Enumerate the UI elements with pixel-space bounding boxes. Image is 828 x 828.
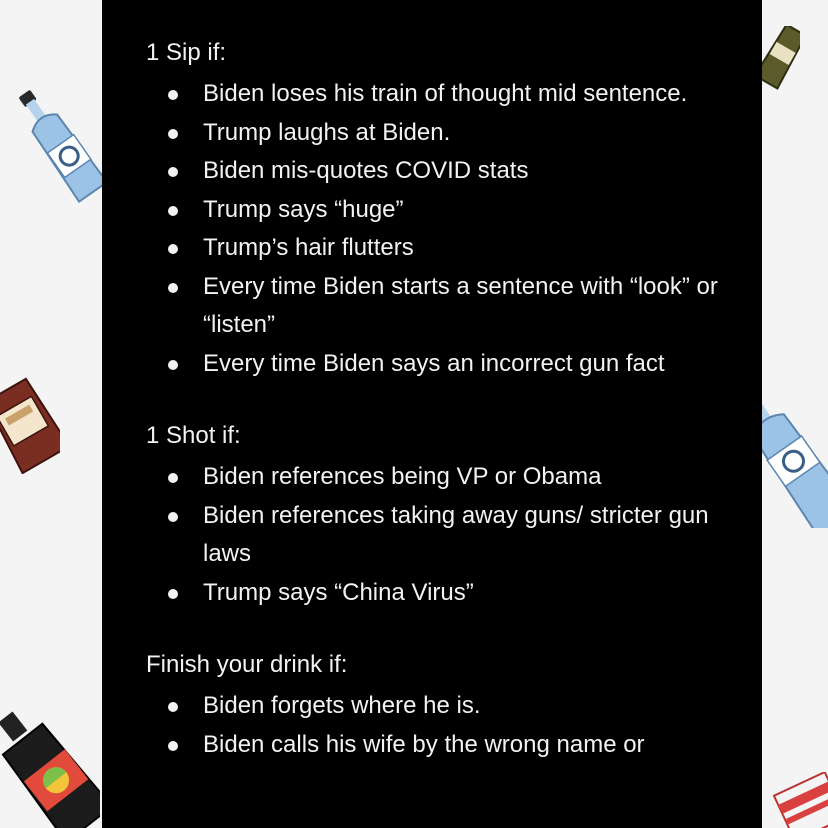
rule-text: Trump laughs at Biden. [203, 118, 451, 146]
bullet-icon [168, 741, 178, 751]
rule-text: Biden forgets where he is. [203, 692, 481, 719]
rules-list [146, 36, 736, 800]
green-bottle-icon [760, 26, 800, 94]
rule-text: Trump’s hair flutters [203, 234, 414, 261]
list-item [146, 726, 736, 765]
drinking-game-panel [102, 0, 762, 828]
liquor-bottle-icon [0, 704, 100, 828]
list-item [146, 152, 736, 191]
bullet-icon [168, 129, 178, 139]
rule-text: Every time Biden says an incorrect gun fact [203, 349, 665, 377]
rule-text: Biden loses his train of thought mid sentence. [203, 80, 688, 107]
list-item [146, 268, 736, 345]
rule-text: Trump says “huge” [203, 195, 404, 223]
blue-bottle-icon [758, 400, 828, 528]
blue-bottle-icon [14, 78, 106, 208]
list-item [146, 114, 736, 153]
list-item [146, 687, 736, 726]
rule-text: Biden references being VP or Obama [203, 463, 602, 490]
red-bottle-icon [768, 772, 828, 828]
bullet-icon [168, 90, 178, 100]
bullet-icon [168, 167, 178, 177]
rule-text: Biden mis-quotes COVID stats [203, 157, 529, 184]
shot-rules [146, 458, 736, 612]
sip-section [146, 36, 736, 383]
section-heading: 1 Sip if: [146, 39, 227, 66]
bullet-icon [168, 473, 178, 483]
bullet-icon [168, 283, 178, 293]
list-item [146, 497, 736, 574]
list-item [146, 191, 736, 230]
brown-bottle-icon [0, 362, 60, 474]
list-item [146, 229, 736, 268]
bullet-icon [168, 589, 178, 599]
rule-text: Trump says “China Virus” [203, 578, 474, 606]
rule-text: Biden references taking away guns/ stricter gun laws [203, 501, 709, 567]
bullet-icon [168, 360, 178, 370]
rule-text: Biden calls his wife by the wrong name or [203, 730, 645, 758]
shot-section [146, 419, 736, 612]
sip-rules [146, 75, 736, 383]
list-item [146, 345, 736, 384]
section-heading: 1 Shot if: [146, 422, 241, 449]
bullet-icon [168, 512, 178, 522]
bullet-icon [168, 702, 178, 712]
finish-section [146, 648, 736, 764]
list-item [146, 574, 736, 613]
list-item [146, 75, 736, 114]
finish-rules [146, 687, 736, 764]
bullet-icon [168, 206, 178, 216]
bullet-icon [168, 244, 178, 254]
list-item [146, 458, 736, 497]
rule-text: Every time Biden starts a sentence with “look” or “listen” [203, 272, 718, 338]
section-heading: Finish your drink if: [146, 651, 348, 678]
